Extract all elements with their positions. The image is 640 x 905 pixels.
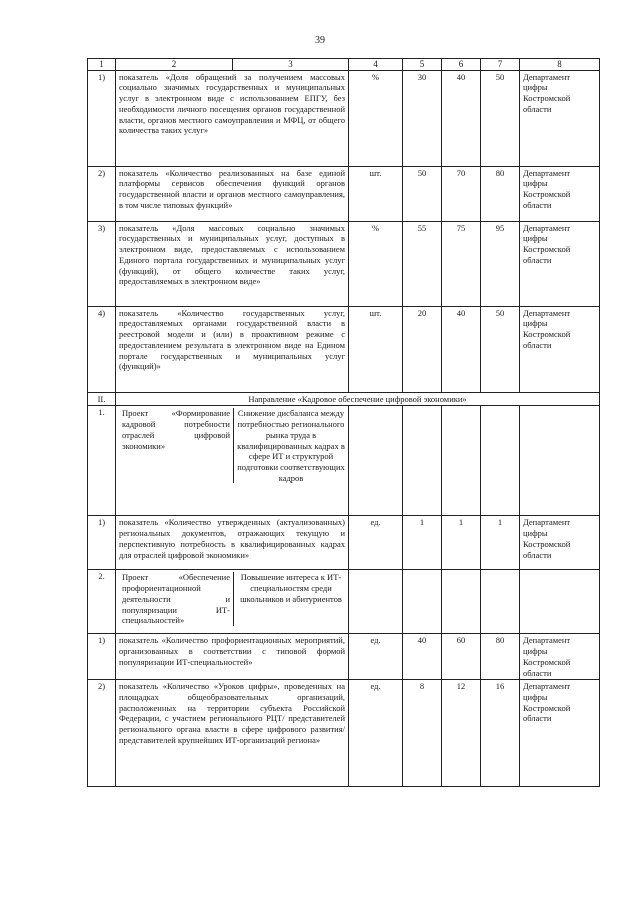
value-cell: 1 xyxy=(481,516,520,570)
project-name: Проект «Формирование кадровой потребности отраслей цифровой экономики» xyxy=(122,408,234,483)
project-row xyxy=(88,406,600,516)
value-cell: 50 xyxy=(403,166,442,221)
empty-cell xyxy=(349,570,403,634)
indicator-row xyxy=(88,516,600,570)
empty-cell xyxy=(520,406,600,516)
indicator-text: показатель «Количество государственных услуг, предоставляемых органами государственной власти в реестровой модели и (или) в проактивном режиме с предоставлением результата в электронном виде на Едином портале государственных и муниципальных услуг (функций)» xyxy=(116,306,349,392)
value-cell: 8 xyxy=(403,680,442,787)
responsible-cell: Департамент цифры Костромской области xyxy=(520,221,600,306)
indicator-row xyxy=(88,306,600,392)
row-number: 3) xyxy=(88,221,116,306)
responsible-cell: Департамент цифры Костромской области xyxy=(520,166,600,221)
unit-cell: % xyxy=(349,221,403,306)
unit-cell: % xyxy=(349,70,403,166)
value-cell: 12 xyxy=(442,680,481,787)
empty-cell xyxy=(403,406,442,516)
unit-cell: шт. xyxy=(349,306,403,392)
row-number: 1) xyxy=(88,70,116,166)
header-cell: 2 xyxy=(116,59,233,70)
header-cell: 4 xyxy=(349,59,403,71)
row-number: 4) xyxy=(88,306,116,392)
value-cell: 75 xyxy=(442,221,481,306)
empty-cell xyxy=(349,406,403,516)
row-number: 1) xyxy=(88,634,116,680)
responsible-cell: Департамент цифры Костромской области xyxy=(520,516,600,570)
header-cell: 8 xyxy=(520,59,600,71)
empty-cell xyxy=(442,570,481,634)
value-cell: 80 xyxy=(481,634,520,680)
value-cell: 50 xyxy=(481,306,520,392)
project-number: 2. xyxy=(88,570,116,634)
project-number: 1. xyxy=(88,406,116,516)
empty-cell xyxy=(481,406,520,516)
value-cell: 60 xyxy=(442,634,481,680)
header-cell: 5 xyxy=(403,59,442,71)
header-cell xyxy=(116,59,349,71)
unit-cell: шт. xyxy=(349,166,403,221)
indicator-text: показатель «Количество «Уроков цифры», проведенных на площадках общеобразовательных организаций, расположенных на территории субъекта Российской Федерации, с участием регионального РЦТ/ представителей регионального органа власти в сфере цифрового развития/ представителей крупнейших ИТ-организаций региона» xyxy=(116,680,349,787)
unit-cell: ед. xyxy=(349,680,403,787)
page-number: 39 xyxy=(315,35,325,46)
row-number: 1) xyxy=(88,516,116,570)
indicator-text: показатель «Количество утвержденных (актуализованных) региональных документов, отражающих текущую и перспективную потребность в квалифицированных кадрах для отраслей цифровой экономики» xyxy=(116,516,349,570)
empty-cell xyxy=(403,570,442,634)
section-row xyxy=(88,392,600,406)
value-cell: 30 xyxy=(403,70,442,166)
value-cell: 70 xyxy=(442,166,481,221)
project-cell xyxy=(116,570,349,634)
header-cell: 7 xyxy=(481,59,520,71)
responsible-cell: Департамент цифры Костромской области xyxy=(520,306,600,392)
responsible-cell: Департамент цифры Костромской области xyxy=(520,70,600,166)
value-cell: 40 xyxy=(442,70,481,166)
indicator-row xyxy=(88,221,600,306)
indicator-text: показатель «Количество профориентационных мероприятий, организованных в соответствии с типовой формой популяризации ИТ-специальностей» xyxy=(116,634,349,680)
empty-cell xyxy=(520,570,600,634)
header-cell: 3 xyxy=(288,59,293,69)
empty-cell xyxy=(442,406,481,516)
indicator-row xyxy=(88,680,600,787)
responsible-cell: Департамент цифры Костромской области xyxy=(520,680,600,787)
indicators-table xyxy=(87,58,600,787)
project-name: Проект «Обеспечение профориентационной деятельности и популяризации ИТ-специальностей» xyxy=(122,572,234,626)
value-cell: 20 xyxy=(403,306,442,392)
header-cell: 1 xyxy=(88,59,116,71)
value-cell: 55 xyxy=(403,221,442,306)
responsible-cell: Департамент цифры Костромской области xyxy=(520,634,600,680)
value-cell: 1 xyxy=(442,516,481,570)
row-number: 2) xyxy=(88,166,116,221)
value-cell: 40 xyxy=(403,634,442,680)
value-cell: 1 xyxy=(403,516,442,570)
value-cell: 80 xyxy=(481,166,520,221)
section-title: Направление «Кадровое обеспечение цифровой экономики» xyxy=(116,392,600,406)
value-cell: 16 xyxy=(481,680,520,787)
unit-cell: ед. xyxy=(349,634,403,680)
indicator-row xyxy=(88,70,600,166)
indicator-text: показатель «Доля массовых социально значимых государственных и муниципальных услуг, доступных в электронном виде, предоставляемых с использованием Единого портала государственных и муниципальных услуг (функций), от общего количестве таких услуг, предоставляемых в электронном виде» xyxy=(116,221,349,306)
project-goal: Повышение интереса к ИТ-специальностям среди школьников и абитуриентов xyxy=(240,572,342,604)
indicator-text: показатель «Доля обращений за получением массовых социально значимых государственных и муниципальных услуг в электронном виде с использованием ЕПГУ, без необходимости личного посещения органов государственной власти, органов местного самоуправления и МФЦ, от общего количества таких услуг» xyxy=(116,70,349,166)
table-header-row xyxy=(88,59,600,71)
project-goal: Снижение дисбаланса между потребностью регионального рынка труда в квалифицированных кадрах в сфере ИТ и структурой подготовки соответствующих кадров xyxy=(237,408,345,483)
header-cell: 6 xyxy=(442,59,481,71)
unit-cell: ед. xyxy=(349,516,403,570)
empty-cell xyxy=(481,570,520,634)
value-cell: 40 xyxy=(442,306,481,392)
value-cell: 95 xyxy=(481,221,520,306)
indicator-text: показатель «Количество реализованных на базе единой платформы сервисов обеспечения функций органов государственной власти и органов местного самоуправления, в том числе типовых функций» xyxy=(116,166,349,221)
project-row xyxy=(88,570,600,634)
indicator-row xyxy=(88,166,600,221)
row-number: 2) xyxy=(88,680,116,787)
indicator-row xyxy=(88,634,600,680)
section-number: II. xyxy=(88,392,116,406)
project-cell xyxy=(116,406,349,516)
value-cell: 50 xyxy=(481,70,520,166)
